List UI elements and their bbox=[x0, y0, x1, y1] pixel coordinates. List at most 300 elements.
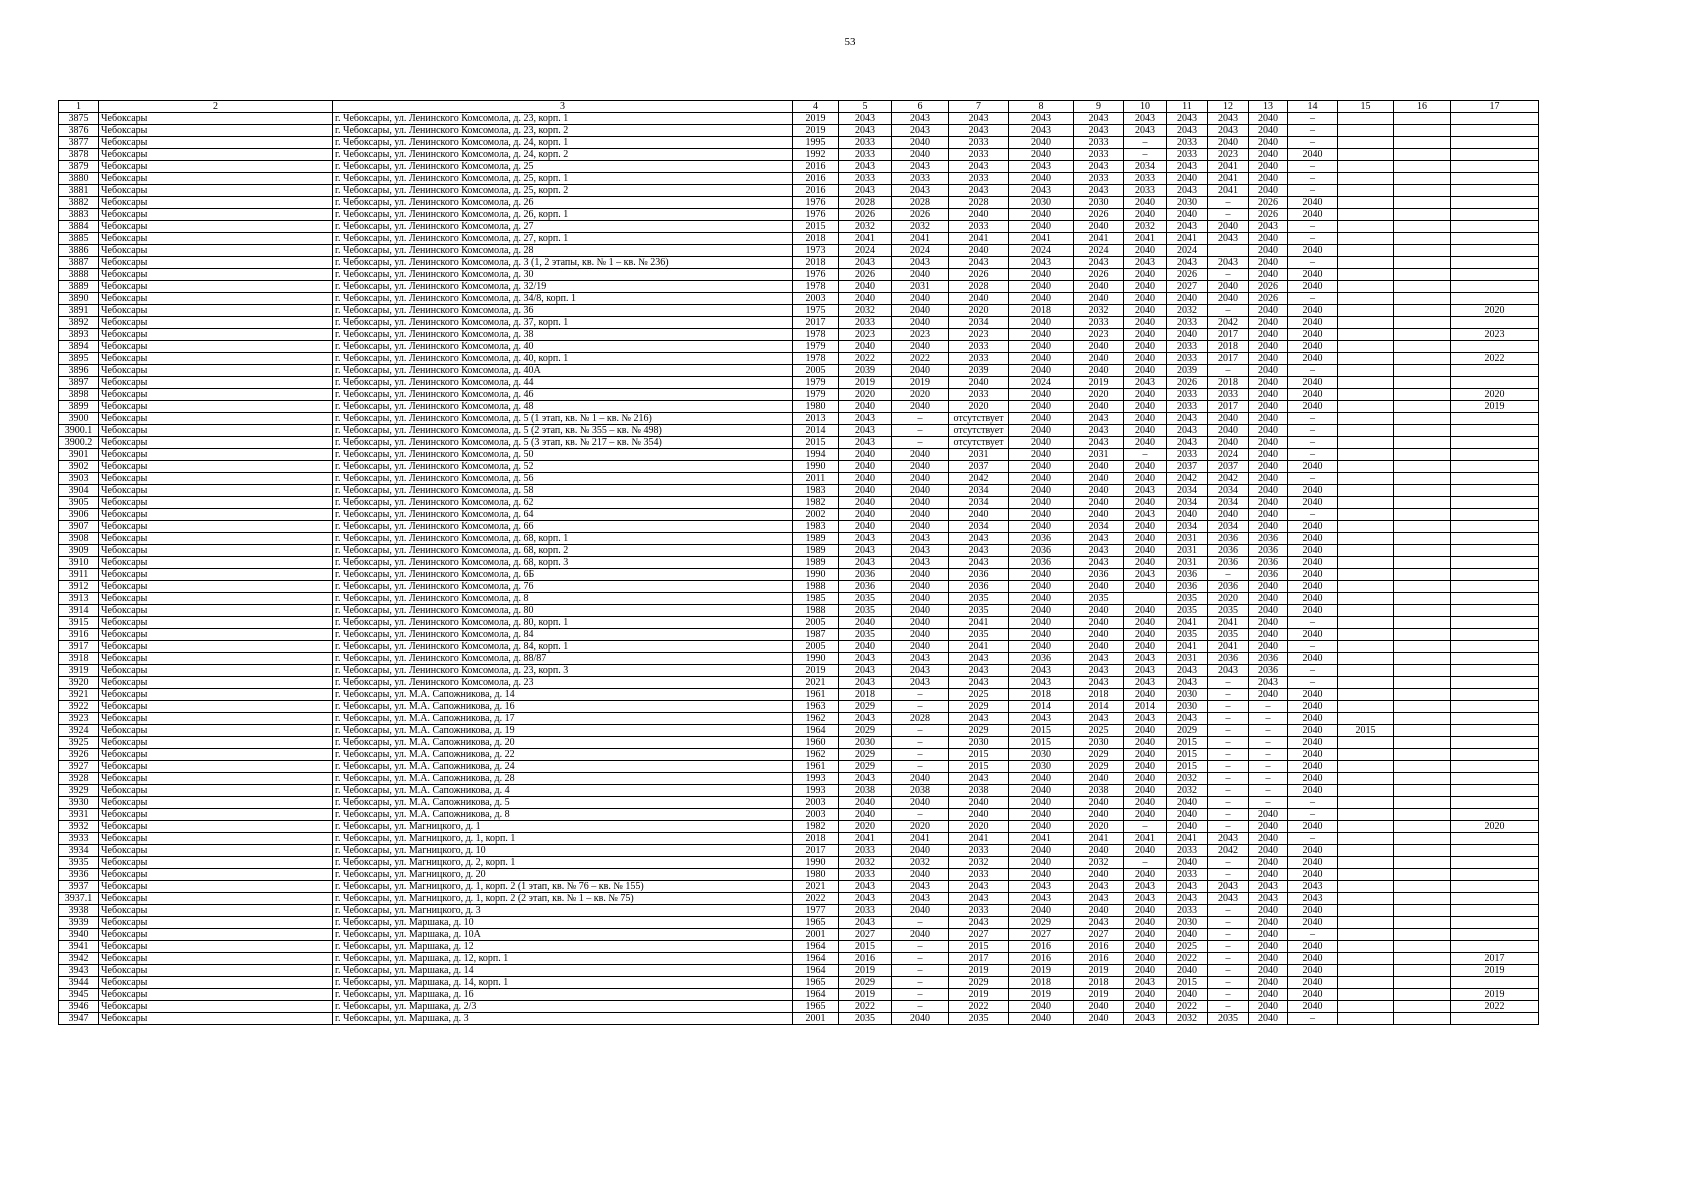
table-cell bbox=[1451, 773, 1539, 785]
table-cell: г. Чебоксары, ул. Маршака, д. 14, корп. 1 bbox=[333, 977, 793, 989]
table-row bbox=[59, 953, 1539, 965]
table-row bbox=[59, 221, 1539, 233]
table-cell: 2040 bbox=[1009, 785, 1074, 797]
table-cell: 2043 bbox=[1167, 425, 1208, 437]
table-cell bbox=[1451, 365, 1539, 377]
table-cell: 2040 bbox=[1208, 137, 1249, 149]
table-cell: 2040 bbox=[1249, 401, 1288, 413]
table-cell: – bbox=[892, 725, 949, 737]
table-cell: 2043 bbox=[1167, 257, 1208, 269]
table-cell: 2040 bbox=[1074, 293, 1124, 305]
table-cell: г. Чебоксары, ул. Ленинского Комсомола, д. 58 bbox=[333, 485, 793, 497]
table-cell: – bbox=[1288, 641, 1338, 653]
table-cell: 2043 bbox=[1208, 893, 1249, 905]
table-row bbox=[59, 197, 1539, 209]
table-cell: Чебоксары bbox=[99, 557, 333, 569]
table-row bbox=[59, 737, 1539, 749]
table-cell: 2040 bbox=[1124, 905, 1167, 917]
table-cell bbox=[1451, 281, 1539, 293]
table-cell: 2040 bbox=[1249, 965, 1288, 977]
table-cell: 2003 bbox=[793, 809, 839, 821]
table-cell bbox=[1338, 749, 1394, 761]
table-row bbox=[59, 881, 1539, 893]
table-cell: 2043 bbox=[1167, 437, 1208, 449]
table-cell: 2043 bbox=[1074, 113, 1124, 125]
table-cell: 2019 bbox=[1074, 989, 1124, 1001]
table-cell: 2035 bbox=[1208, 605, 1249, 617]
table-cell: 2019 bbox=[1074, 377, 1124, 389]
table-cell: – bbox=[1208, 917, 1249, 929]
table-cell: 2041 bbox=[839, 233, 892, 245]
table-cell: Чебоксары bbox=[99, 221, 333, 233]
table-cell: 2022 bbox=[1167, 1001, 1208, 1013]
table-row bbox=[59, 761, 1539, 773]
table-cell: 2043 bbox=[892, 125, 949, 137]
table-cell: 2020 bbox=[1074, 389, 1124, 401]
table-cell bbox=[1394, 545, 1451, 557]
table-cell: 2017 bbox=[793, 845, 839, 857]
table-cell: 2033 bbox=[839, 149, 892, 161]
table-cell: 2040 bbox=[892, 449, 949, 461]
table-cell bbox=[1338, 989, 1394, 1001]
table-cell: 1989 bbox=[793, 545, 839, 557]
table-cell: – bbox=[1208, 869, 1249, 881]
table-cell: 2043 bbox=[1167, 113, 1208, 125]
table-row bbox=[59, 425, 1539, 437]
table-cell: 2040 bbox=[1124, 329, 1167, 341]
table-row bbox=[59, 581, 1539, 593]
table-cell: г. Чебоксары, ул. Ленинского Комсомола, д. 24, корп. 2 bbox=[333, 149, 793, 161]
table-row bbox=[59, 749, 1539, 761]
table-cell: 2032 bbox=[1124, 221, 1167, 233]
table-cell: г. Чебоксары, ул. Ленинского Комсомола, д. 27, корп. 1 bbox=[333, 233, 793, 245]
table-cell: Чебоксары bbox=[99, 857, 333, 869]
table-cell: 2040 bbox=[1009, 521, 1074, 533]
table-cell: 2021 bbox=[793, 677, 839, 689]
table-cell: 2035 bbox=[1208, 629, 1249, 641]
table-cell bbox=[1451, 413, 1539, 425]
table-cell: 2043 bbox=[892, 533, 949, 545]
table-cell bbox=[1338, 245, 1394, 257]
table-cell: 2040 bbox=[1009, 845, 1074, 857]
table-cell: 2040 bbox=[1249, 149, 1288, 161]
table-cell bbox=[1394, 653, 1451, 665]
table-cell: 2040 bbox=[1288, 269, 1338, 281]
table-cell bbox=[1451, 317, 1539, 329]
table-cell bbox=[1451, 581, 1539, 593]
table-cell: 2040 bbox=[1288, 821, 1338, 833]
table-cell: 2043 bbox=[949, 893, 1009, 905]
table-cell bbox=[1338, 617, 1394, 629]
table-cell: 2043 bbox=[1124, 653, 1167, 665]
table-cell: 2040 bbox=[1009, 809, 1074, 821]
table-cell: 1982 bbox=[793, 497, 839, 509]
table-row bbox=[59, 857, 1539, 869]
table-cell bbox=[1338, 209, 1394, 221]
table-cell: 3914 bbox=[59, 605, 99, 617]
table-cell: г. Чебоксары, ул. Ленинского Комсомола, д. 30 bbox=[333, 269, 793, 281]
table-cell: 2043 bbox=[1167, 413, 1208, 425]
table-cell bbox=[1338, 461, 1394, 473]
table-cell: 2016 bbox=[1009, 941, 1074, 953]
table-cell: 2040 bbox=[1288, 245, 1338, 257]
table-cell bbox=[1338, 329, 1394, 341]
table-cell: – bbox=[1124, 449, 1167, 461]
table-cell bbox=[1338, 773, 1394, 785]
table-cell bbox=[1394, 725, 1451, 737]
table-cell: Чебоксары bbox=[99, 281, 333, 293]
table-cell: 2043 bbox=[1124, 713, 1167, 725]
table-cell: 3887 bbox=[59, 257, 99, 269]
table-cell: 2033 bbox=[839, 317, 892, 329]
table-cell: г. Чебоксары, ул. Ленинского Комсомола, д. 23, корп. 3 bbox=[333, 665, 793, 677]
table-cell: 2020 bbox=[949, 401, 1009, 413]
table-cell: – bbox=[1288, 425, 1338, 437]
table-cell: 2024 bbox=[1167, 245, 1208, 257]
table-cell: 2040 bbox=[1124, 581, 1167, 593]
table-cell: 2040 bbox=[839, 617, 892, 629]
table-cell bbox=[1394, 389, 1451, 401]
table-body bbox=[59, 113, 1539, 1025]
table-cell: – bbox=[1288, 617, 1338, 629]
table-cell: 2032 bbox=[892, 857, 949, 869]
table-cell: 2039 bbox=[1167, 365, 1208, 377]
table-cell: 3928 bbox=[59, 773, 99, 785]
table-cell: 2040 bbox=[1288, 461, 1338, 473]
table-cell: 2040 bbox=[1124, 737, 1167, 749]
table-cell: 2018 bbox=[793, 233, 839, 245]
table-cell bbox=[1338, 953, 1394, 965]
table-cell: 2042 bbox=[1208, 845, 1249, 857]
table-cell: г. Чебоксары, ул. Ленинского Комсомола, д. 26, корп. 1 bbox=[333, 209, 793, 221]
table-cell: 2041 bbox=[1167, 641, 1208, 653]
table-cell: 3940 bbox=[59, 929, 99, 941]
table-cell: Чебоксары bbox=[99, 149, 333, 161]
table-cell: г. Чебоксары, ул. Ленинского Комсомола, д. 23, корп. 2 bbox=[333, 125, 793, 137]
table-cell: 1990 bbox=[793, 569, 839, 581]
table-cell: – bbox=[1208, 713, 1249, 725]
table-cell: – bbox=[1288, 677, 1338, 689]
table-cell: г. Чебоксары, ул. Маршака, д. 12, корп. 1 bbox=[333, 953, 793, 965]
table-cell: 2043 bbox=[839, 893, 892, 905]
table-cell: 2031 bbox=[1074, 449, 1124, 461]
table-cell: 2028 bbox=[949, 281, 1009, 293]
table-cell: 1979 bbox=[793, 341, 839, 353]
table-cell: Чебоксары bbox=[99, 257, 333, 269]
table-cell bbox=[1451, 473, 1539, 485]
table-cell: 2040 bbox=[1288, 353, 1338, 365]
table-cell bbox=[1338, 761, 1394, 773]
table-cell: – bbox=[1288, 449, 1338, 461]
table-cell bbox=[1451, 461, 1539, 473]
table-cell bbox=[1394, 821, 1451, 833]
table-cell: 3934 bbox=[59, 845, 99, 857]
table-cell: 1979 bbox=[793, 389, 839, 401]
table-cell: Чебоксары bbox=[99, 425, 333, 437]
table-cell: 3921 bbox=[59, 689, 99, 701]
table-cell: 2040 bbox=[1124, 809, 1167, 821]
table-cell: 2040 bbox=[1074, 617, 1124, 629]
table-cell: 2030 bbox=[1074, 737, 1124, 749]
table-row bbox=[59, 1001, 1539, 1013]
table-cell: 2041 bbox=[1208, 641, 1249, 653]
table-cell: 2040 bbox=[1288, 1001, 1338, 1013]
table-row bbox=[59, 797, 1539, 809]
table-cell: 2040 bbox=[1249, 869, 1288, 881]
table-cell: 2026 bbox=[949, 269, 1009, 281]
table-cell: 2040 bbox=[1009, 629, 1074, 641]
table-cell: – bbox=[892, 701, 949, 713]
table-cell: 2040 bbox=[1288, 401, 1338, 413]
table-cell: 2040 bbox=[1009, 365, 1074, 377]
table-cell: г. Чебоксары, ул. Ленинского Комсомола, д. 40 bbox=[333, 341, 793, 353]
table-cell: 2040 bbox=[1124, 425, 1167, 437]
table-cell: 2036 bbox=[1249, 653, 1288, 665]
table-cell: г. Чебоксары, ул. Ленинского Комсомола, д. 84, корп. 1 bbox=[333, 641, 793, 653]
table-cell: – bbox=[1208, 809, 1249, 821]
table-cell: 2040 bbox=[1074, 497, 1124, 509]
table-cell: 2033 bbox=[1074, 149, 1124, 161]
table-cell bbox=[1451, 233, 1539, 245]
table-cell: 2033 bbox=[839, 905, 892, 917]
table-cell: 2019 bbox=[892, 377, 949, 389]
table-cell: 2030 bbox=[839, 737, 892, 749]
table-cell bbox=[1338, 401, 1394, 413]
table-cell bbox=[1338, 869, 1394, 881]
table-cell: 2040 bbox=[892, 869, 949, 881]
table-cell: 2041 bbox=[949, 233, 1009, 245]
table-cell bbox=[1394, 305, 1451, 317]
table-cell: 2035 bbox=[839, 593, 892, 605]
table-cell: 3946 bbox=[59, 1001, 99, 1013]
table-cell bbox=[1338, 425, 1394, 437]
table-cell: 2043 bbox=[949, 557, 1009, 569]
table-cell: г. Чебоксары, ул. Ленинского Комсомола, д. 6Б bbox=[333, 569, 793, 581]
table-cell: 2041 bbox=[1208, 185, 1249, 197]
table-cell: 2024 bbox=[1009, 377, 1074, 389]
table-row bbox=[59, 329, 1539, 341]
table-cell: 2016 bbox=[1074, 941, 1124, 953]
table-cell: г. Чебоксары, ул. Ленинского Комсомола, д. 8 bbox=[333, 593, 793, 605]
table-cell: 2036 bbox=[1009, 557, 1074, 569]
table-cell: 2040 bbox=[1167, 821, 1208, 833]
table-cell: 2040 bbox=[1249, 437, 1288, 449]
table-row bbox=[59, 461, 1539, 473]
table-cell: г. Чебоксары, ул. Маршака, д. 16 bbox=[333, 989, 793, 1001]
table-cell: 2015 bbox=[1009, 737, 1074, 749]
table-row bbox=[59, 701, 1539, 713]
table-cell: 2040 bbox=[1009, 137, 1074, 149]
table-cell: 2035 bbox=[839, 605, 892, 617]
table-cell: 2040 bbox=[1074, 629, 1124, 641]
table-cell: – bbox=[1249, 737, 1288, 749]
table-cell: 3877 bbox=[59, 137, 99, 149]
table-cell: 2040 bbox=[1249, 845, 1288, 857]
table-cell: 3926 bbox=[59, 749, 99, 761]
table-cell: 3882 bbox=[59, 197, 99, 209]
table-cell: 3911 bbox=[59, 569, 99, 581]
table-cell: 2040 bbox=[1249, 257, 1288, 269]
table-cell: 2040 bbox=[1288, 869, 1338, 881]
table-cell: 2032 bbox=[1167, 773, 1208, 785]
table-cell: 3893 bbox=[59, 329, 99, 341]
table-cell: 2029 bbox=[1009, 917, 1074, 929]
table-cell: 3890 bbox=[59, 293, 99, 305]
table-cell: 2015 bbox=[949, 941, 1009, 953]
table-cell: 2043 bbox=[1074, 545, 1124, 557]
table-row bbox=[59, 125, 1539, 137]
table-cell: Чебоксары bbox=[99, 509, 333, 521]
table-cell: 2040 bbox=[1074, 281, 1124, 293]
table-cell: 2021 bbox=[793, 881, 839, 893]
table-cell: 2036 bbox=[1208, 557, 1249, 569]
table-cell: 2040 bbox=[1009, 173, 1074, 185]
table-cell: 2040 bbox=[839, 509, 892, 521]
table-cell: 2040 bbox=[1249, 137, 1288, 149]
table-cell: 2043 bbox=[1249, 221, 1288, 233]
table-cell: – bbox=[892, 953, 949, 965]
table-cell: 2034 bbox=[1167, 497, 1208, 509]
column-header-14: 14 bbox=[1288, 101, 1338, 113]
table-cell: 2026 bbox=[839, 269, 892, 281]
table-cell: 2019 bbox=[1009, 965, 1074, 977]
table-cell: 2033 bbox=[949, 341, 1009, 353]
table-cell: 2043 bbox=[1074, 665, 1124, 677]
table-cell: 2040 bbox=[1124, 797, 1167, 809]
table-cell: 2035 bbox=[949, 1013, 1009, 1025]
table-cell bbox=[1451, 785, 1539, 797]
table-cell: Чебоксары bbox=[99, 401, 333, 413]
table-cell: 3878 bbox=[59, 149, 99, 161]
table-cell: 2040 bbox=[1249, 233, 1288, 245]
table-cell: 3886 bbox=[59, 245, 99, 257]
table-cell bbox=[1338, 341, 1394, 353]
table-cell: 2040 bbox=[1074, 1013, 1124, 1025]
table-cell: 2033 bbox=[839, 845, 892, 857]
table-cell: 2043 bbox=[1009, 677, 1074, 689]
table-cell bbox=[1338, 833, 1394, 845]
table-cell: 2033 bbox=[1074, 317, 1124, 329]
table-cell bbox=[1394, 461, 1451, 473]
table-cell bbox=[1394, 689, 1451, 701]
table-cell: – bbox=[1288, 233, 1338, 245]
table-cell: 2040 bbox=[892, 461, 949, 473]
table-cell bbox=[1338, 809, 1394, 821]
table-cell: 2040 bbox=[1288, 377, 1338, 389]
table-cell: 2020 bbox=[892, 389, 949, 401]
table-cell: 2040 bbox=[1288, 701, 1338, 713]
table-cell: 2033 bbox=[839, 137, 892, 149]
table-cell: 2022 bbox=[793, 893, 839, 905]
table-cell: 2041 bbox=[892, 233, 949, 245]
table-cell: Чебоксары bbox=[99, 473, 333, 485]
table-cell bbox=[1338, 737, 1394, 749]
table-cell: 2043 bbox=[949, 545, 1009, 557]
table-cell: 2033 bbox=[949, 389, 1009, 401]
table-cell: 2040 bbox=[1288, 521, 1338, 533]
table-cell bbox=[1338, 701, 1394, 713]
table-cell: – bbox=[1288, 1013, 1338, 1025]
table-cell: 2040 bbox=[1074, 869, 1124, 881]
table-cell: 2040 bbox=[1009, 281, 1074, 293]
table-cell: 2038 bbox=[1074, 785, 1124, 797]
table-cell: 2040 bbox=[1249, 857, 1288, 869]
table-cell: 2043 bbox=[949, 161, 1009, 173]
table-cell bbox=[1451, 737, 1539, 749]
table-cell: 2043 bbox=[892, 257, 949, 269]
table-cell: 1980 bbox=[793, 401, 839, 413]
table-cell: 2034 bbox=[1208, 497, 1249, 509]
table-cell bbox=[1394, 497, 1451, 509]
table-cell: 2015 bbox=[1167, 761, 1208, 773]
table-cell: Чебоксары bbox=[99, 173, 333, 185]
table-cell: 2033 bbox=[949, 173, 1009, 185]
table-cell: 3892 bbox=[59, 317, 99, 329]
table-cell: 2040 bbox=[1249, 581, 1288, 593]
table-cell: 2040 bbox=[1124, 557, 1167, 569]
table-cell: Чебоксары bbox=[99, 137, 333, 149]
table-cell: 2025 bbox=[1074, 725, 1124, 737]
table-cell: 2043 bbox=[1124, 881, 1167, 893]
table-cell: 2040 bbox=[1288, 281, 1338, 293]
table-cell bbox=[1394, 401, 1451, 413]
table-cell bbox=[1451, 677, 1539, 689]
table-cell: 2037 bbox=[1167, 461, 1208, 473]
table-cell: Чебоксары bbox=[99, 161, 333, 173]
table-cell: 2040 bbox=[1124, 365, 1167, 377]
table-cell: 2043 bbox=[949, 533, 1009, 545]
table-cell: г. Чебоксары, ул. Ленинского Комсомола, д. 23, корп. 1 bbox=[333, 113, 793, 125]
table-cell: 2040 bbox=[1124, 461, 1167, 473]
table-cell: г. Чебоксары, ул. Маршака, д. 3 bbox=[333, 1013, 793, 1025]
table-cell bbox=[1394, 941, 1451, 953]
table-cell: г. Чебоксары, ул. Магницкого, д. 1, корп. 1 bbox=[333, 833, 793, 845]
table-cell bbox=[1451, 497, 1539, 509]
table-cell bbox=[1451, 929, 1539, 941]
table-cell: 2015 bbox=[1167, 977, 1208, 989]
table-cell: 2043 bbox=[949, 881, 1009, 893]
table-cell: 2040 bbox=[1009, 485, 1074, 497]
table-cell bbox=[1394, 989, 1451, 1001]
table-cell: 2036 bbox=[1074, 569, 1124, 581]
table-cell: 2026 bbox=[892, 209, 949, 221]
table-cell bbox=[1394, 953, 1451, 965]
table-cell bbox=[1394, 797, 1451, 809]
table-cell: 2040 bbox=[1288, 761, 1338, 773]
table-cell: 1989 bbox=[793, 557, 839, 569]
table-cell: 1975 bbox=[793, 305, 839, 317]
table-cell: 2040 bbox=[1249, 809, 1288, 821]
table-cell: 3883 bbox=[59, 209, 99, 221]
table-row bbox=[59, 665, 1539, 677]
table-cell: 2030 bbox=[1009, 197, 1074, 209]
table-cell: 2040 bbox=[1249, 365, 1288, 377]
table-cell: – bbox=[1208, 1001, 1249, 1013]
table-cell bbox=[1451, 749, 1539, 761]
table-cell: 2019 bbox=[1451, 401, 1539, 413]
table-cell: 2040 bbox=[892, 521, 949, 533]
table-cell: 2031 bbox=[949, 449, 1009, 461]
table-cell: 2040 bbox=[892, 569, 949, 581]
table-cell bbox=[1451, 713, 1539, 725]
table-cell bbox=[1338, 449, 1394, 461]
table-cell: – bbox=[892, 809, 949, 821]
table-cell: г. Чебоксары, ул. М.А. Сапожникова, д. 28 bbox=[333, 773, 793, 785]
table-cell: 2040 bbox=[1124, 1001, 1167, 1013]
table-cell: 2040 bbox=[1124, 965, 1167, 977]
table-cell bbox=[1338, 545, 1394, 557]
table-cell: 2040 bbox=[1124, 941, 1167, 953]
